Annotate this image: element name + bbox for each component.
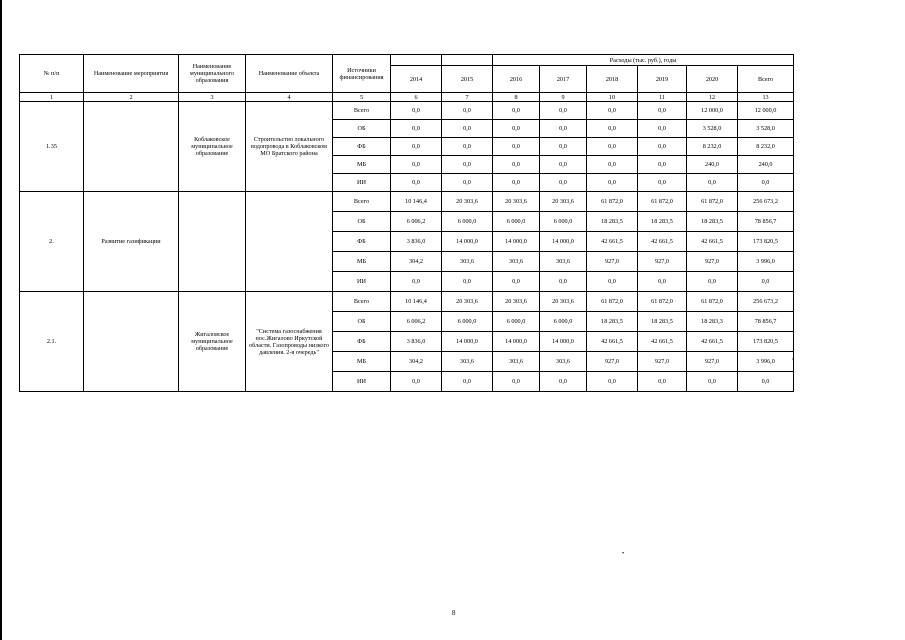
year-value: 0,0: [391, 156, 442, 174]
year-value: 0,0: [391, 272, 442, 292]
funding-source: ФБ: [333, 138, 391, 156]
year-value: 6 000,0: [540, 312, 587, 332]
funding-source: ИИ: [333, 174, 391, 192]
funding-source: МБ: [333, 352, 391, 372]
year-value: 0,0: [442, 372, 493, 392]
year-value: 0,0: [587, 174, 638, 192]
column-number: 7: [442, 93, 493, 102]
header-municipality: Наименование муниципального образования: [179, 55, 246, 93]
total-value: 0,0: [738, 372, 794, 392]
year-value: 927,0: [638, 252, 687, 272]
year-value: 303,6: [540, 352, 587, 372]
column-number: 5: [333, 93, 391, 102]
year-value: 0,0: [493, 120, 540, 138]
funding-source: МБ: [333, 252, 391, 272]
year-value: 18 283,5: [638, 312, 687, 332]
year-value: 61 872,0: [687, 192, 738, 212]
table-row: [20, 102, 794, 120]
year-value: 20 303,6: [442, 292, 493, 312]
year-value: 61 872,0: [638, 292, 687, 312]
year-value: 927,0: [587, 252, 638, 272]
header-year: 2016: [493, 66, 540, 93]
year-value: 927,0: [587, 352, 638, 372]
year-value: 14 000,0: [442, 232, 493, 252]
year-value: 0,0: [493, 138, 540, 156]
year-value: 6 000,0: [493, 212, 540, 232]
year-value: 927,0: [687, 252, 738, 272]
column-number: 9: [540, 93, 587, 102]
total-value: 78 856,7: [738, 212, 794, 232]
funding-source: ФБ: [333, 232, 391, 252]
municipality-name: Коблаковское муниципальное образование: [179, 102, 246, 192]
year-value: 927,0: [638, 352, 687, 372]
year-value: 240,0: [687, 156, 738, 174]
year-value: 0,0: [391, 120, 442, 138]
year-value: 0,0: [638, 156, 687, 174]
activity-name: [84, 292, 179, 392]
funding-source: Всего: [333, 192, 391, 212]
year-value: 0,0: [493, 372, 540, 392]
year-value: 6 000,0: [442, 212, 493, 232]
year-value: 0,0: [493, 102, 540, 120]
year-value: 0,0: [638, 102, 687, 120]
funding-source: Всего: [333, 292, 391, 312]
header-spacer: [391, 55, 442, 66]
year-value: 0,0: [540, 138, 587, 156]
header-activity: Наименование мероприятия: [84, 55, 179, 93]
column-number: 12: [687, 93, 738, 102]
year-value: 8 232,0: [687, 138, 738, 156]
year-value: 304,2: [391, 352, 442, 372]
year-value: 61 872,0: [587, 192, 638, 212]
year-value: 0,0: [587, 102, 638, 120]
object-name: "Система газоснабжения пос.Жигалово Иркутской области. Газопроводы низкого давления. 2-я очередь": [246, 292, 333, 392]
year-value: 0,0: [391, 174, 442, 192]
total-value: 240,0: [738, 156, 794, 174]
year-value: 20 303,6: [493, 192, 540, 212]
year-value: 20 303,6: [493, 292, 540, 312]
expenses-table: [19, 54, 794, 392]
year-value: 0,0: [587, 272, 638, 292]
total-value: 0,0: [738, 272, 794, 292]
year-value: 304,2: [391, 252, 442, 272]
year-value: 3 836,0: [391, 232, 442, 252]
table-row: [20, 292, 794, 312]
column-number: 6: [391, 93, 442, 102]
column-number: 3: [179, 93, 246, 102]
year-value: 0,0: [391, 372, 442, 392]
year-value: 0,0: [687, 372, 738, 392]
year-value: 42 661,5: [687, 332, 738, 352]
header-year: 2015: [442, 66, 493, 93]
year-value: 0,0: [442, 102, 493, 120]
year-value: 61 872,0: [687, 292, 738, 312]
column-number: 10: [587, 93, 638, 102]
funding-source: ФБ: [333, 332, 391, 352]
column-number: 4: [246, 93, 333, 102]
page-number: 8: [452, 609, 456, 617]
year-value: 61 872,0: [638, 192, 687, 212]
year-value: 6 000,0: [442, 312, 493, 332]
year-value: 18 283,5: [638, 212, 687, 232]
year-value: 12 000,0: [687, 102, 738, 120]
municipality-name: [179, 192, 246, 292]
header-year: 2018: [587, 66, 638, 93]
year-value: 0,0: [442, 120, 493, 138]
column-number: 13: [738, 93, 794, 102]
year-value: 0,0: [587, 138, 638, 156]
header-total: Всего: [738, 66, 794, 93]
year-value: 0,0: [540, 372, 587, 392]
year-value: 0,0: [540, 102, 587, 120]
year-value: 6 006,2: [391, 212, 442, 232]
year-value: 0,0: [638, 138, 687, 156]
year-value: 14 000,0: [540, 332, 587, 352]
year-value: 0,0: [687, 272, 738, 292]
year-value: 61 872,0: [587, 292, 638, 312]
year-value: 0,0: [638, 272, 687, 292]
year-value: 42 661,5: [638, 232, 687, 252]
year-value: 0,0: [442, 156, 493, 174]
funding-source: ОБ: [333, 312, 391, 332]
column-number: 2: [84, 93, 179, 102]
year-value: 0,0: [493, 156, 540, 174]
year-value: 10 146,4: [391, 292, 442, 312]
year-value: 18 283,5: [587, 212, 638, 232]
table-row: [20, 192, 794, 212]
year-value: 18 283,5: [587, 312, 638, 332]
year-value: 20 303,6: [442, 192, 493, 212]
year-value: 14 000,0: [442, 332, 493, 352]
header-expenses: Расходы (тыс. руб.), годы: [493, 55, 794, 66]
year-value: 20 303,6: [540, 292, 587, 312]
total-value: 256 673,2: [738, 292, 794, 312]
header-year: 2019: [638, 66, 687, 93]
year-value: 18 283,3: [687, 312, 738, 332]
year-value: 14 000,0: [493, 332, 540, 352]
total-value: 3 528,0: [738, 120, 794, 138]
year-value: 0,0: [687, 174, 738, 192]
year-value: 3 836,0: [391, 332, 442, 352]
row-number: 1.35: [20, 102, 84, 192]
total-value: 12 000,0: [738, 102, 794, 120]
total-value: 8 232,0: [738, 138, 794, 156]
object-name: [246, 192, 333, 292]
funding-source: ОБ: [333, 120, 391, 138]
funding-source: ИИ: [333, 372, 391, 392]
year-value: 0,0: [587, 156, 638, 174]
header-spacer: [442, 55, 493, 66]
total-value: 3 996,0: [738, 252, 794, 272]
year-value: 0,0: [540, 156, 587, 174]
year-value: 18 283,5: [687, 212, 738, 232]
year-value: 0,0: [587, 372, 638, 392]
row-number: 2.1.: [20, 292, 84, 392]
year-value: 14 000,0: [493, 232, 540, 252]
year-value: 0,0: [540, 272, 587, 292]
year-value: 10 146,4: [391, 192, 442, 212]
dot-mark: •: [622, 551, 625, 557]
year-value: 0,0: [540, 120, 587, 138]
column-number: 8: [493, 93, 540, 102]
header-year: 2017: [540, 66, 587, 93]
year-value: 0,0: [391, 138, 442, 156]
year-value: 0,0: [638, 120, 687, 138]
total-value: 173 820,5: [738, 332, 794, 352]
funding-source: Всего: [333, 102, 391, 120]
object-name: Строительство локального водопровода в Коблаковском МО Братского района: [246, 102, 333, 192]
year-value: 0,0: [493, 174, 540, 192]
total-value: 0,0: [738, 174, 794, 192]
year-value: 42 661,5: [687, 232, 738, 252]
header-num: № п/п: [20, 55, 84, 93]
year-value: 0,0: [442, 138, 493, 156]
activity-name: [84, 102, 179, 192]
header-source: Источники финансирования: [333, 55, 391, 93]
year-value: 6 000,0: [493, 312, 540, 332]
year-value: 303,6: [493, 352, 540, 372]
corner-mark: »: [792, 357, 795, 362]
year-value: 20 303,6: [540, 192, 587, 212]
funding-source: ОБ: [333, 212, 391, 232]
year-value: 303,6: [442, 352, 493, 372]
header-object: Наименование объекта: [246, 55, 333, 93]
header-year: 2014: [391, 66, 442, 93]
year-value: 42 661,5: [638, 332, 687, 352]
total-value: 78 856,7: [738, 312, 794, 332]
year-value: 42 661,5: [587, 332, 638, 352]
total-value: 256 673,2: [738, 192, 794, 212]
funding-source: ИИ: [333, 272, 391, 292]
year-value: 303,6: [442, 252, 493, 272]
year-value: 0,0: [638, 372, 687, 392]
year-value: 0,0: [638, 174, 687, 192]
year-value: 6 000,0: [540, 212, 587, 232]
year-value: 0,0: [540, 174, 587, 192]
year-value: 0,0: [493, 272, 540, 292]
activity-name: Развитие газификации: [84, 192, 179, 292]
year-value: 0,0: [587, 120, 638, 138]
year-value: 42 661,5: [587, 232, 638, 252]
year-value: 3 528,0: [687, 120, 738, 138]
funding-source: МБ: [333, 156, 391, 174]
year-value: 6 006,2: [391, 312, 442, 332]
total-value: 173 820,5: [738, 232, 794, 252]
total-value: 3 996,0: [738, 352, 794, 372]
column-number: 1: [20, 93, 84, 102]
year-value: 303,6: [540, 252, 587, 272]
header-year: 2020: [687, 66, 738, 93]
year-value: 0,0: [442, 272, 493, 292]
year-value: 14 000,0: [540, 232, 587, 252]
scan-edge: [0, 0, 2, 640]
year-value: 927,0: [687, 352, 738, 372]
row-number: 2.: [20, 192, 84, 292]
year-value: 0,0: [391, 102, 442, 120]
year-value: 303,6: [493, 252, 540, 272]
year-value: 0,0: [442, 174, 493, 192]
municipality-name: Жигаловское муниципальное образование: [179, 292, 246, 392]
column-number: 11: [638, 93, 687, 102]
